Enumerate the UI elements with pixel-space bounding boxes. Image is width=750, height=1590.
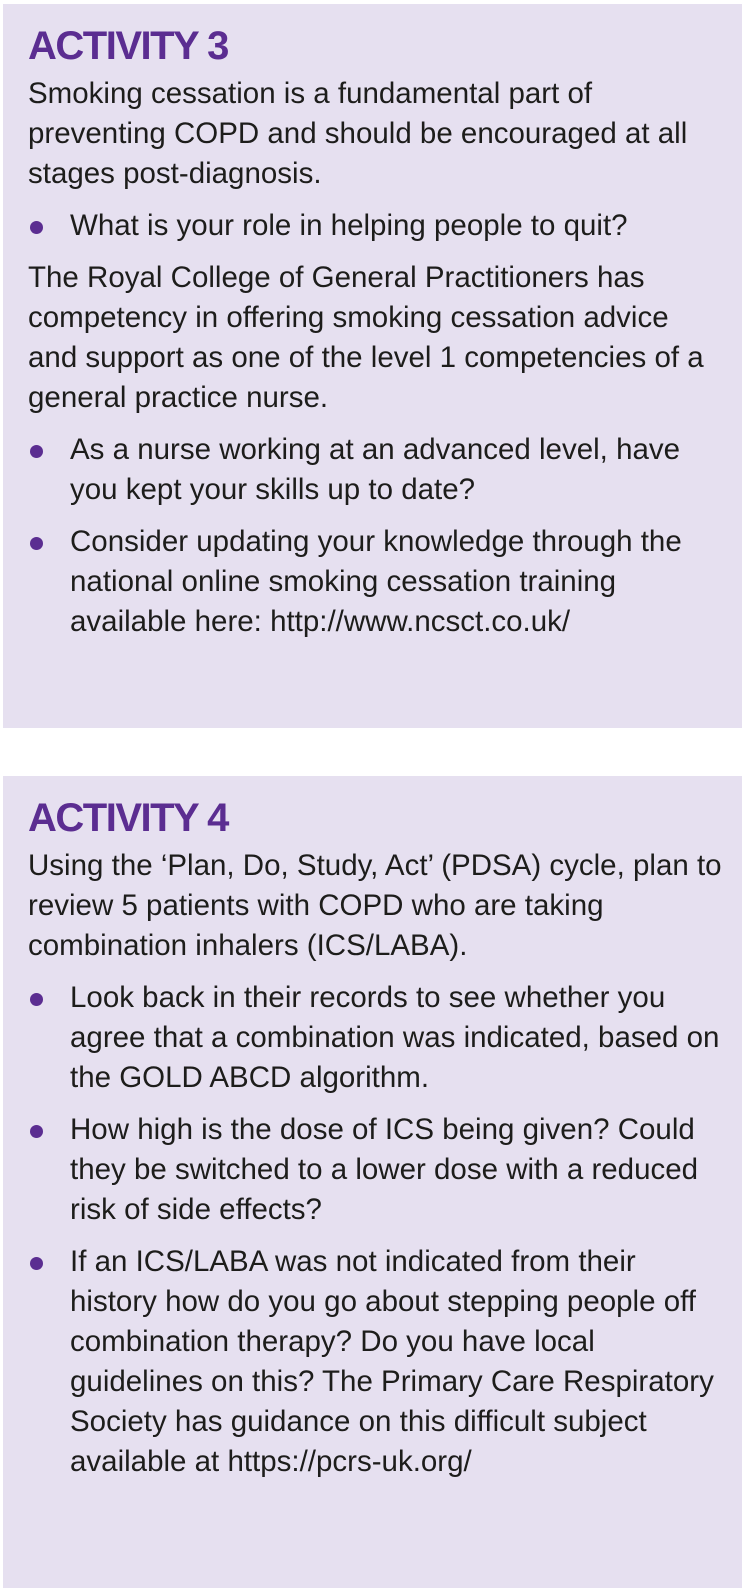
list-item (28, 430, 722, 510)
activity-4-title: ACTIVITY 4 (28, 796, 228, 840)
bullet-dot-icon (30, 1125, 43, 1138)
activity-3-bullet-list-2 (28, 430, 722, 642)
list-item (28, 522, 722, 642)
list-item (28, 1110, 722, 1230)
activity-4-bullet-list (28, 978, 722, 1482)
bullet-dot-icon (30, 445, 43, 458)
bullet-text: What is your role in helping people to quit? (70, 209, 628, 242)
bullet-dot-icon (30, 537, 43, 550)
activity-3-bullet-list-1 (28, 206, 722, 246)
list-item (28, 1242, 722, 1482)
bullet-text: Look back in their records to see whether you agree that a combination was indicated, based on the GOLD ABCD algorithm. (70, 981, 720, 1094)
bullet-dot-icon (30, 1257, 43, 1270)
bullet-text: As a nurse working at an advanced level, have you kept your skills up to date? (70, 433, 681, 506)
activity-3-middle-paragraph: The Royal College of General Practitioners has competency in offering smoking cessation advice and support as one of the level 1 competencies of a general practice nurse. (28, 261, 704, 414)
activity-4-box (3, 776, 742, 1588)
bullet-dot-icon (30, 993, 43, 1006)
activity-3-box (3, 4, 742, 728)
activity-4-intro: Using the ‘Plan, Do, Study, Act’ (PDSA) cycle, plan to review 5 patients with COPD who are taking combination inhalers (ICS/LABA). (28, 849, 722, 962)
bullet-dot-icon (30, 221, 43, 234)
list-item (28, 206, 722, 246)
list-item (28, 978, 722, 1098)
activity-3-title: ACTIVITY 3 (28, 24, 228, 68)
bullet-text: Consider updating your knowledge through the national online smoking cessation training available here: http://www.ncsct.co.uk/ (70, 525, 682, 638)
bullet-text: If an ICS/LABA was not indicated from their history how do you go about stepping people off combination therapy? Do you have local guidelines on this? The Primary Care Respiratory Society has guidance on this difficult subject available at https://pcrs-uk.org/ (70, 1245, 714, 1478)
activity-3-intro: Smoking cessation is a fundamental part of preventing COPD and should be encouraged at all stages post-diagnosis. (28, 77, 688, 190)
bullet-text: How high is the dose of ICS being given? Could they be switched to a lower dose with a reduced risk of side effects? (70, 1113, 699, 1226)
